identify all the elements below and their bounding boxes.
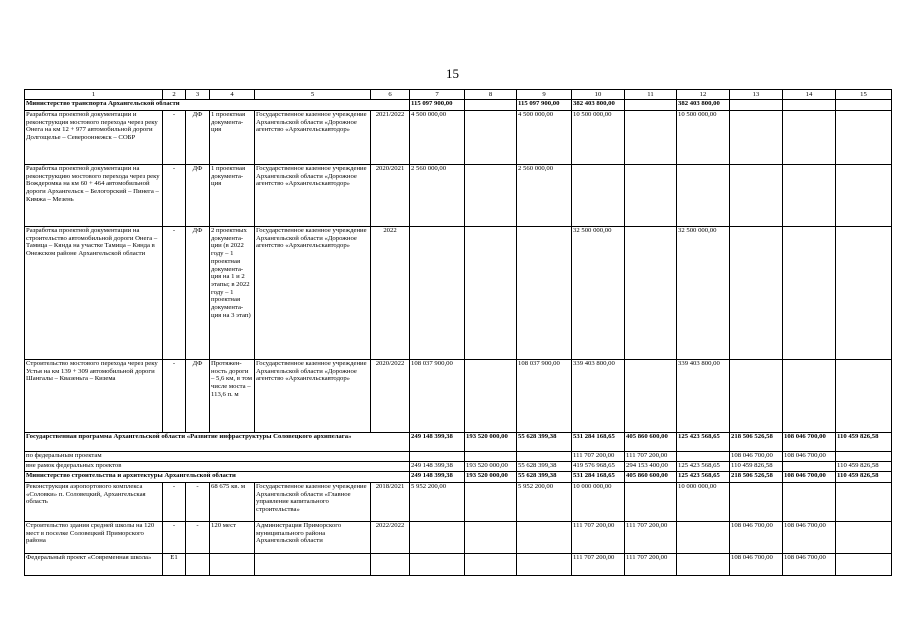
cell — [465, 165, 517, 227]
cell — [465, 554, 517, 576]
table-row — [25, 227, 892, 360]
cell: 111 707 200,00 — [625, 452, 677, 462]
column-number-row — [25, 90, 892, 100]
cell — [465, 522, 517, 554]
cell: ДФ — [186, 227, 210, 360]
col-header: 9 — [517, 90, 572, 100]
cell — [730, 483, 783, 522]
project-name: Строительство мостового перехода через реку Устья на км 139 + 309 автомобильной дороги Шангалы – Квазеньга – Кизема — [25, 360, 163, 433]
cell — [836, 483, 892, 522]
cell — [730, 165, 783, 227]
cell — [465, 452, 517, 462]
budget-table — [24, 89, 892, 576]
cell — [625, 483, 677, 522]
cell — [730, 111, 783, 165]
cell: 218 506 526,58 — [730, 472, 783, 483]
cell — [836, 554, 892, 576]
cell: 10 500 000,00 — [572, 111, 625, 165]
cell: - — [163, 111, 186, 165]
cell: 110 459 826,58 — [730, 462, 783, 472]
cell: 10 000 000,00 — [572, 483, 625, 522]
cell: 110 459 826,58 — [836, 472, 892, 483]
cell — [625, 165, 677, 227]
cell: 32 500 000,00 — [572, 227, 625, 360]
cell — [836, 165, 892, 227]
cell: 10 000 000,00 — [677, 483, 730, 522]
cell — [625, 227, 677, 360]
cell: Администрация Приморского муниципального района Архангельской области — [255, 522, 371, 554]
cell — [783, 165, 836, 227]
cell — [410, 452, 465, 462]
cell: 2022/2022 — [371, 522, 410, 554]
cell: 2020/2021 — [371, 165, 410, 227]
cell: - — [163, 227, 186, 360]
cell: 249 148 399,38 — [410, 472, 465, 483]
table-row — [25, 165, 892, 227]
table-row — [25, 522, 892, 554]
cell: 110 459 826,58 — [836, 433, 892, 452]
cell — [625, 360, 677, 433]
cell: 5 952 200,00 — [410, 483, 465, 522]
cell: 111 707 200,00 — [572, 522, 625, 554]
cell — [465, 111, 517, 165]
cell: 382 403 800,00 — [572, 100, 625, 111]
cell: 125 423 568,65 — [677, 472, 730, 483]
cell: ДФ — [186, 111, 210, 165]
cell — [836, 522, 892, 554]
cell — [255, 554, 371, 576]
cell: 2 560 000,00 — [517, 165, 572, 227]
cell: 218 506 526,58 — [730, 433, 783, 452]
cell — [465, 100, 517, 111]
cell: 120 мест — [210, 522, 255, 554]
cell: Государственное казенное учреждение Архангельской области «Дорожное агентство «Архангельскавтодор» — [255, 360, 371, 433]
cell: 55 628 399,38 — [517, 462, 572, 472]
cell: 108 046 700,00 — [730, 452, 783, 462]
cell — [465, 483, 517, 522]
cell — [677, 554, 730, 576]
cell — [371, 554, 410, 576]
cell: 249 148 399,38 — [410, 462, 465, 472]
cell: 4 500 000,00 — [517, 111, 572, 165]
cell: 111 707 200,00 — [572, 452, 625, 462]
cell: 405 860 600,00 — [625, 433, 677, 452]
cell: 111 707 200,00 — [625, 554, 677, 576]
cell: ДФ — [186, 360, 210, 433]
cell — [210, 554, 255, 576]
cell: 68 675 кв. м — [210, 483, 255, 522]
cell: Государственное казенное учреждение Архангельской области «Дорожное агентство «Архангельскавтодор» — [255, 227, 371, 360]
cell: 294 153 400,00 — [625, 462, 677, 472]
cell — [783, 227, 836, 360]
cell: 10 500 000,00 — [677, 111, 730, 165]
cell: 2 560 000,00 — [410, 165, 465, 227]
cell: 108 046 700,00 — [783, 472, 836, 483]
cell — [836, 111, 892, 165]
col-header: 15 — [836, 90, 892, 100]
cell — [836, 360, 892, 433]
cell: 193 520 000,00 — [465, 472, 517, 483]
col-header: 10 — [572, 90, 625, 100]
cell: 110 459 826,58 — [836, 462, 892, 472]
cell: 382 403 800,00 — [677, 100, 730, 111]
cell — [677, 522, 730, 554]
cell: 108 037 900,00 — [410, 360, 465, 433]
col-header: 14 — [783, 90, 836, 100]
cell: - — [163, 522, 186, 554]
cell: 32 500 000,00 — [677, 227, 730, 360]
cell: 1 проектная документа-ция — [210, 165, 255, 227]
subtotal-title: по федеральным проектам — [25, 452, 410, 462]
cell: 531 284 168,65 — [572, 472, 625, 483]
cell: 108 046 700,00 — [730, 522, 783, 554]
cell: 5 952 200,00 — [517, 483, 572, 522]
subtotal-row-federal — [25, 452, 892, 462]
cell: Протяжен-ность дороги – 5,6 км, в том числе моста – 113,6 п. м — [210, 360, 255, 433]
project-name: Разработка проектной документации и реконструкция мостового перехода через реку Онега на км 12 + 977 автомобильной дороги Долгощелье – Северооннежск – СОБР — [25, 111, 163, 165]
table-row — [25, 111, 892, 165]
cell — [730, 227, 783, 360]
cell: 125 423 568,65 — [677, 462, 730, 472]
cell — [625, 111, 677, 165]
project-name: Разработка проектной документации на реконструкцию мостового перехода через реку Вождеромка на км 60 + 464 автомобильной дороги Архангельск – Белогорский – Пинега – Кимжа – Мезень — [25, 165, 163, 227]
col-header: 4 — [210, 90, 255, 100]
cell: 108 037 900,00 — [517, 360, 572, 433]
cell: 108 046 700,00 — [783, 452, 836, 462]
cell — [677, 452, 730, 462]
cell: - — [186, 522, 210, 554]
cell — [783, 483, 836, 522]
cell — [465, 360, 517, 433]
project-name: Разработка проектной документации на строительство автомобильной дороги Онега – Тамица – Кянда на участке Тамица – Кянда в Онежском районе Архангельской области — [25, 227, 163, 360]
cell: 193 520 000,00 — [465, 462, 517, 472]
cell: 2018/2021 — [371, 483, 410, 522]
cell: 249 148 399,38 — [410, 433, 465, 452]
cell — [465, 227, 517, 360]
cell: Государственное казенное учреждение Архангельской области «Главное управление капитального строительства» — [255, 483, 371, 522]
cell: - — [163, 483, 186, 522]
cell: E1 — [163, 554, 186, 576]
col-header: 8 — [465, 90, 517, 100]
col-header: 6 — [371, 90, 410, 100]
section-title: Государственная программа Архангельской области «Развитие инфраструктуры Соловецкого архипелага» — [25, 433, 410, 452]
col-header: 12 — [677, 90, 730, 100]
cell: 115 097 900,00 — [410, 100, 465, 111]
col-header: 2 — [163, 90, 186, 100]
cell — [625, 100, 677, 111]
table-row — [25, 483, 892, 522]
cell — [517, 554, 572, 576]
cell — [410, 554, 465, 576]
cell: 419 576 968,65 — [572, 462, 625, 472]
cell — [836, 227, 892, 360]
cell: 108 046 700,00 — [783, 554, 836, 576]
cell — [677, 165, 730, 227]
cell: Государственное казенное учреждение Архангельской области «Дорожное агентство «Архангельскавтодор» — [255, 165, 371, 227]
cell: 55 628 399,38 — [517, 433, 572, 452]
cell — [517, 452, 572, 462]
col-header: 11 — [625, 90, 677, 100]
section-title: Министерство транспорта Архангельской области — [25, 100, 410, 111]
cell: 125 423 568,65 — [677, 433, 730, 452]
cell — [836, 452, 892, 462]
cell — [836, 100, 892, 111]
cell: 55 628 399,38 — [517, 472, 572, 483]
cell — [783, 462, 836, 472]
project-name: Реконструкция аэропортового комплекса «Соловки» п. Соловецкий, Архангельская область — [25, 483, 163, 522]
cell: 2 проектных документа-ции (в 2022 году – 1 проектная документа-ция на 1 и 2 этапы; в 2022 году – 1 проектная документа-ция на 3 этап) — [210, 227, 255, 360]
cell: ДФ — [186, 165, 210, 227]
cell: 339 403 800,00 — [572, 360, 625, 433]
cell: 193 520 000,00 — [465, 433, 517, 452]
cell: 1 проектная документа-ция — [210, 111, 255, 165]
cell — [410, 522, 465, 554]
col-header: 3 — [186, 90, 210, 100]
cell — [783, 360, 836, 433]
cell — [783, 100, 836, 111]
cell: 2022 — [371, 227, 410, 360]
page-number: 15 — [446, 66, 459, 81]
subtotal-row-nonfederal — [25, 462, 892, 472]
cell: 108 046 700,00 — [730, 554, 783, 576]
cell: 111 707 200,00 — [572, 554, 625, 576]
section-title: Министерство строительства и архитектуры Архангельской области — [25, 472, 410, 483]
cell: - — [163, 360, 186, 433]
project-name: Строительство здания средней школы на 120 мест в поселке Соловецкий Приморского района — [25, 522, 163, 554]
cell — [730, 100, 783, 111]
table-row — [25, 360, 892, 433]
cell: 115 097 900,00 — [517, 100, 572, 111]
cell: 339 403 800,00 — [677, 360, 730, 433]
cell — [572, 165, 625, 227]
cell: 108 046 700,00 — [783, 522, 836, 554]
section-row-construction — [25, 472, 892, 483]
col-header: 5 — [255, 90, 371, 100]
cell: - — [163, 165, 186, 227]
cell: Государственное казенное учреждение Архангельской области «Дорожное агентство «Архангельскавтодор» — [255, 111, 371, 165]
cell: 531 284 168,65 — [572, 433, 625, 452]
col-header: 1 — [25, 90, 163, 100]
cell: 405 860 600,00 — [625, 472, 677, 483]
subtotal-title: вне рамок федеральных проектов — [25, 462, 410, 472]
cell: 111 707 200,00 — [625, 522, 677, 554]
table-row — [25, 554, 892, 576]
cell — [186, 554, 210, 576]
cell: 2020/2022 — [371, 360, 410, 433]
cell: 4 500 000,00 — [410, 111, 465, 165]
col-header: 13 — [730, 90, 783, 100]
cell — [517, 227, 572, 360]
cell — [517, 522, 572, 554]
section-row-solovki-program — [25, 433, 892, 452]
col-header: 7 — [410, 90, 465, 100]
cell — [410, 227, 465, 360]
project-name: Федеральный проект «Современная школа» — [25, 554, 163, 576]
section-row-transport — [25, 100, 892, 111]
cell — [730, 360, 783, 433]
cell: 2021/2022 — [371, 111, 410, 165]
cell: 108 046 700,00 — [783, 433, 836, 452]
cell: - — [186, 483, 210, 522]
cell — [783, 111, 836, 165]
